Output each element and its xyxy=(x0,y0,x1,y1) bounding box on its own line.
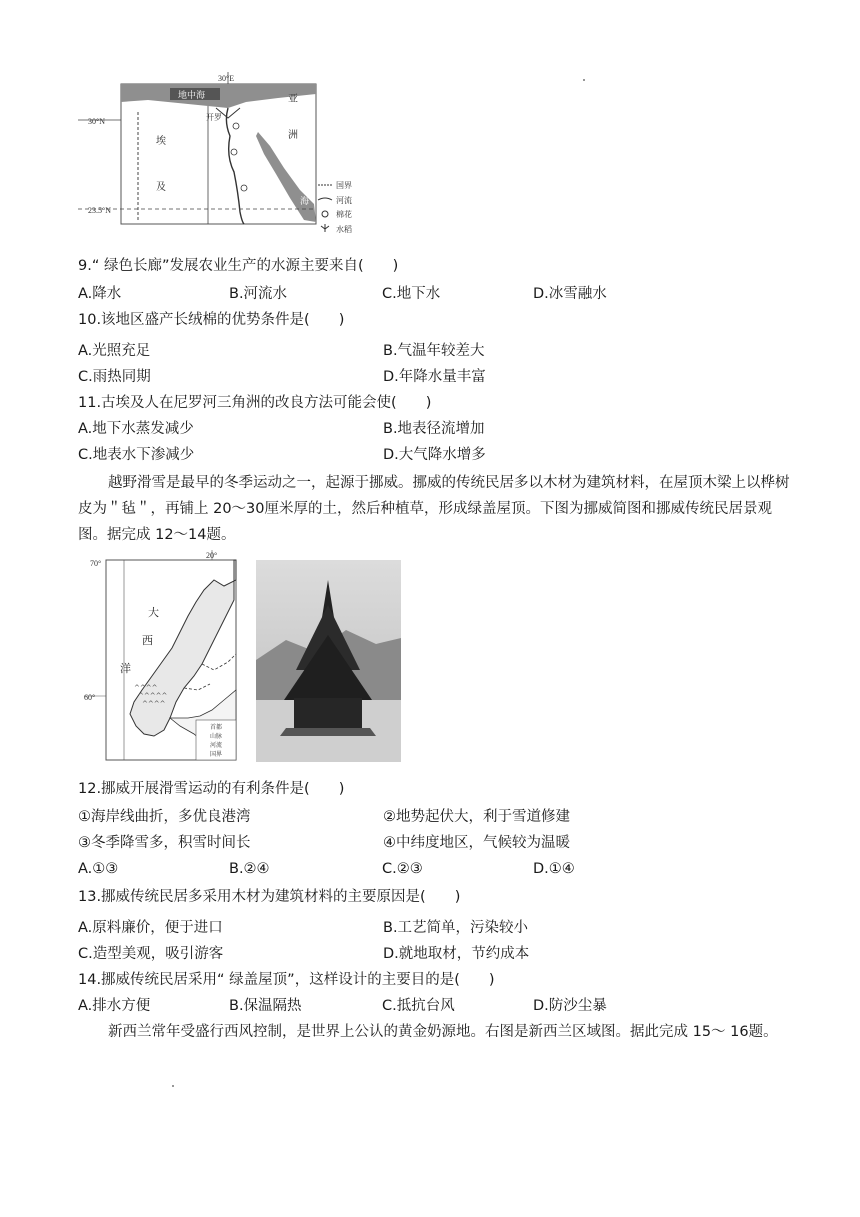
q9-option-c: C.地下水 xyxy=(382,286,441,302)
ocean-char-1: 大 xyxy=(148,607,159,619)
continent-char-2: 洲 xyxy=(288,130,298,141)
map2-legend xyxy=(196,720,236,760)
q13-option-a: A.原料廉价，便于进口 xyxy=(78,920,223,936)
svg-text:^^^^: ^^^^ xyxy=(134,684,158,692)
lon-label: 20° xyxy=(206,551,218,560)
q12-stem: 12.挪威开展滑雪运动的有利条件是( ) xyxy=(78,781,345,797)
q13-option-b: B.工艺简单，污染较小 xyxy=(383,920,529,936)
legend-border: 国界 xyxy=(336,181,352,190)
country-char-2: 及 xyxy=(156,182,166,193)
q10-option-d: D.年降水量丰富 xyxy=(383,369,486,385)
q13-stem: 13.挪威传统民居多采用木材为建筑材料的主要原因是( ) xyxy=(78,889,461,905)
q11-option-a: A.地下水蒸发减少 xyxy=(78,421,194,437)
stave-church-photo xyxy=(256,560,401,762)
q9-option-a: A.降水 xyxy=(78,286,122,302)
legend-border: 国界 xyxy=(210,752,223,758)
lat2-label: 23.5°N xyxy=(88,206,111,215)
q9-option-d: D.冰雪融水 xyxy=(533,286,607,302)
q10-option-c: C.雨热同期 xyxy=(78,369,151,385)
q11-option-d: D.大气降水增多 xyxy=(383,447,486,463)
q13-option-d: D.就地取材，节约成本 xyxy=(383,946,530,962)
norway-map xyxy=(84,550,244,762)
q10-option-b: B.气温年较差大 xyxy=(383,343,485,359)
country-char-1: 埃 xyxy=(156,136,166,147)
city-label: 开罗 xyxy=(206,113,222,122)
q12-statement-3: ③冬季降雪多，积雪时间长 xyxy=(78,835,251,851)
q12-statement-2: ②地势起伏大，利于雪道修建 xyxy=(383,809,570,825)
q10-stem: 10.该地区盛产长绒棉的优势条件是( ) xyxy=(78,312,345,328)
egypt-nile-map xyxy=(78,72,378,240)
q14-option-a: A.排水方便 xyxy=(78,998,151,1014)
legend-rice: 水稻 xyxy=(336,225,352,234)
q14-option-b: B.保温隔热 xyxy=(229,998,302,1014)
q14-option-c: C.抵抗台风 xyxy=(382,998,455,1014)
passage-norway: 越野滑雪是最早的冬季运动之一，起源于挪威。挪威的传统民居多以木材为建筑材料，在屋顶木梁上以桦树皮为＂毡＂，再铺上 20～30厘米厚的土，然后种植草，形成绿盖屋顶。下图为挪威简图和挪威传统民居景观图。据完成 12～14题。 xyxy=(78,475,790,543)
q12-statement-1: ①海岸线曲折，多优良港湾 xyxy=(78,809,251,825)
q11-stem: 11.古埃及人在尼罗河三角洲的改良方法可能会使( ) xyxy=(78,395,432,411)
q14-option-d: D.防沙尘暴 xyxy=(533,998,607,1014)
ocean-char-2: 西 xyxy=(142,635,153,647)
q11-option-b: B.地表径流增加 xyxy=(383,421,485,437)
q11-option-c: C.地表水下渗减少 xyxy=(78,447,195,463)
q10-option-a: A.光照充足 xyxy=(78,343,151,359)
legend-mountain: 山脉 xyxy=(210,734,223,740)
legend-river: 河流 xyxy=(210,743,223,749)
q12-statement-4: ④中纬度地区，气候较为温暖 xyxy=(383,835,570,851)
legend-river: 河流 xyxy=(336,196,352,205)
sea-label: 地中海 xyxy=(178,90,206,100)
q9-stem: 9.“ 绿色长廊”发展农业生产的水源主要来自( ) xyxy=(78,258,399,274)
q9-option-b: B.河流水 xyxy=(229,286,288,302)
redsea-char-1: 红 xyxy=(284,156,294,166)
ocean-char-3: 洋 xyxy=(120,663,131,675)
q12-option-d: D.①④ xyxy=(533,861,575,877)
q14-stem: 14.挪威传统民居采用“ 绿盖屋顶”，这样设计的主要目的是( ) xyxy=(78,972,495,988)
legend-cotton: 棉花 xyxy=(336,210,352,219)
svg-text:^^^^^: ^^^^^ xyxy=(138,692,168,700)
q12-option-b: B.②④ xyxy=(229,861,270,877)
lon-label: 30°E xyxy=(218,74,235,83)
lat-top-label: 70° xyxy=(90,559,102,568)
legend-capital: 首都 xyxy=(210,725,223,731)
lat-bottom-label: 60° xyxy=(84,693,96,702)
svg-text:^^^^: ^^^^ xyxy=(142,700,166,708)
passage-new-zealand: 新西兰常年受盛行西风控制，是世界上公认的黄金奶源地。右图是新西兰区域图。据此完成 15～ 16题。 xyxy=(108,1024,778,1040)
lat1-label: 30°N xyxy=(88,117,105,126)
q12-option-a: A.①③ xyxy=(78,861,119,877)
redsea-char-2: 海 xyxy=(300,196,310,206)
q12-option-c: C.②③ xyxy=(382,861,423,877)
q13-option-c: C.造型美观，吸引游客 xyxy=(78,946,224,962)
continent-char-1: 亚 xyxy=(288,94,298,105)
map1-legend xyxy=(318,181,352,234)
